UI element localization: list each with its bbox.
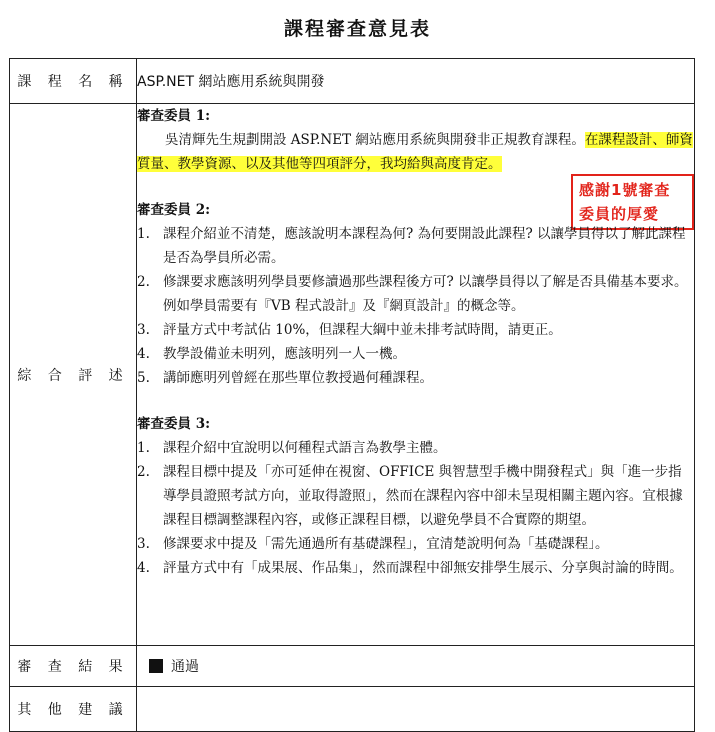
course-name-label: 課 程 名 稱 xyxy=(10,59,137,104)
list-item-text: 課程介紹中宜說明以何種程式語言為教學主體。 xyxy=(163,440,447,456)
result-row xyxy=(10,646,695,687)
result-value: 通過 xyxy=(171,659,199,675)
review-label: 綜 合 評 述 xyxy=(10,104,137,646)
list-item-text: 修課要求中提及「需先通過所有基礎課程」，宜清楚說明何為「基礎課程」。 xyxy=(163,536,609,552)
list-item xyxy=(137,366,694,390)
result-label: 審 查 結 果 xyxy=(10,646,137,687)
list-item xyxy=(137,318,694,342)
course-name-value: ASP.NET 網站應用系統與開發 xyxy=(137,59,695,104)
course-name-row xyxy=(10,59,695,104)
checked-box-icon xyxy=(149,659,163,673)
list-item xyxy=(137,532,694,556)
list-item-number: 4. xyxy=(137,560,150,576)
result-value-cell xyxy=(137,646,695,687)
other-suggestions-row xyxy=(10,687,695,732)
reviewer-1-text-highlight: 在課程設計、師資質量、教學資源、以及其他等四項評分，我均給與高度肯定。 xyxy=(137,132,693,172)
list-item-text: 講師應明列曾經在那些單位教授過何種課程。 xyxy=(163,370,433,386)
list-item xyxy=(137,222,694,270)
reviewer-1-title: 審查委員 1: xyxy=(137,108,211,124)
reviewer-1-text xyxy=(137,128,694,176)
list-item xyxy=(137,460,694,532)
reviewer-2-title: 審查委員 2: xyxy=(137,202,211,218)
list-item-number: 1. xyxy=(137,226,150,242)
list-item-number: 1. xyxy=(137,440,150,456)
list-item-number: 2. xyxy=(137,274,150,290)
reviewer-2-list xyxy=(137,222,694,390)
list-item-number: 3. xyxy=(137,536,150,552)
review-content xyxy=(137,104,695,646)
list-item-number: 4. xyxy=(137,346,150,362)
reviewer-3-list xyxy=(137,436,694,580)
list-item xyxy=(137,556,694,580)
list-item xyxy=(137,270,694,318)
list-item-text: 評量方式中有「成果展、作品集」，然而課程中卻無安排學生展示、分享與討論的時間。 xyxy=(163,560,683,576)
list-item-number: 3. xyxy=(137,322,150,338)
list-item xyxy=(137,342,694,366)
review-form-table xyxy=(9,58,695,732)
reviewer-3-title: 審查委員 3: xyxy=(137,416,211,432)
list-item-number: 5. xyxy=(137,370,150,386)
list-item xyxy=(137,436,694,460)
list-item-text: 課程介紹並不清楚，應該說明本課程為何? 為何要開設此課程? 以讓學員得以了解此課程是否為學員所必需。 xyxy=(163,226,686,266)
other-suggestions-label: 其 他 建 議 xyxy=(10,687,137,732)
other-suggestions-value xyxy=(137,687,695,732)
page-title: 課程審查意見表 xyxy=(283,18,431,40)
list-item-text: 課程目標中提及「亦可延伸在視窗、OFFICE 與智慧型手機中開發程式」與「進一步指導學員證照考試方向，並取得證照」，然而在課程內容中卻未呈現相關主題內容。宜根據課程目標調整課程內容，或修正課程目標，以避免學員不合實際的期望。 xyxy=(163,464,683,528)
list-item-text: 教學設備並未明列，應該明列一人一機。 xyxy=(163,346,406,362)
list-item-text: 修課要求應該明列學員要修讀過那些課程後方可? 以讓學員得以了解是否具備基本要求。例如學員需要有『VB 程式設計』及『網頁設計』的概念等。 xyxy=(163,274,688,314)
list-item-number: 2. xyxy=(137,464,150,480)
list-item-text: 評量方式中考試佔 10%，但課程大綱中並未排考試時間，請更正。 xyxy=(163,322,562,338)
annotation-callout: 感謝1號審查委員的厚愛 xyxy=(571,174,694,230)
review-row xyxy=(10,104,695,646)
reviewer-1-text-plain: 吳清輝先生規劃開設 ASP.NET 網站應用系統與開發非正規教育課程。 xyxy=(165,132,585,148)
